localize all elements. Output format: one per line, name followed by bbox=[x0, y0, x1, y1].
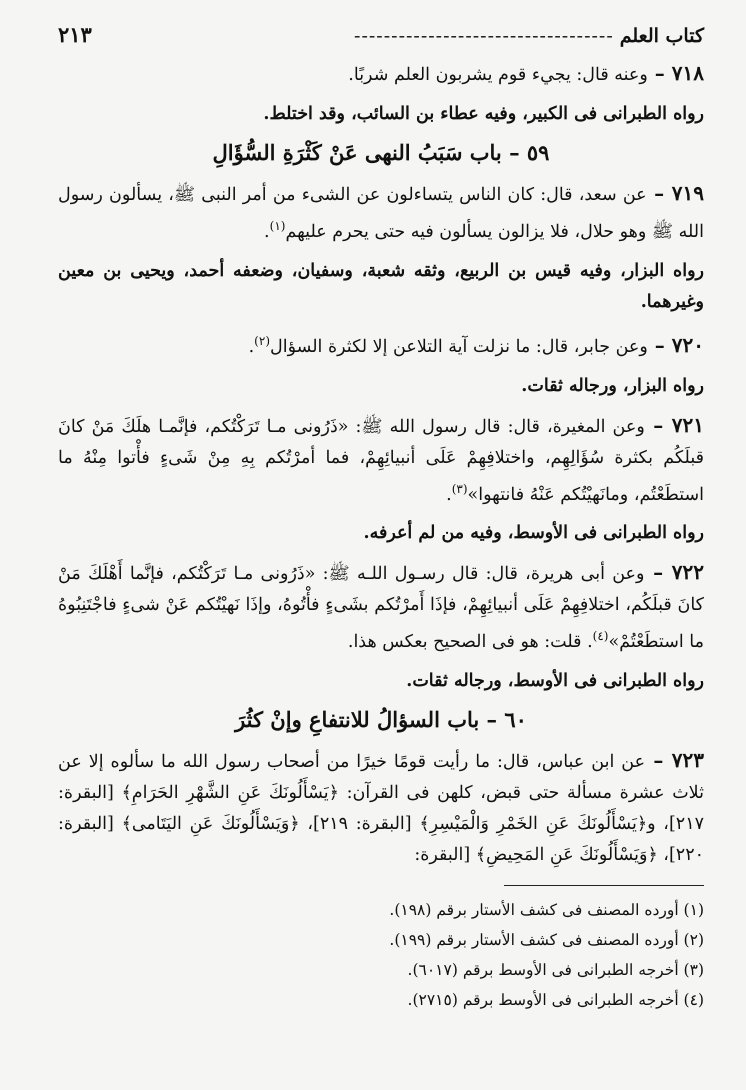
narration-note bbox=[58, 371, 704, 402]
hadith-number: ٧٢٣ – bbox=[645, 748, 704, 773]
hadith-paragraph bbox=[58, 178, 704, 248]
footnote-item: (٤) أخرجه الطبرانى فى الأوسط برقم (٢٧١٥). bbox=[407, 991, 704, 1010]
paragraph-text: عن ابن عباس، قال: ما رأيت قومًا خيرًا من أصحاب رسول الله ما سألوه إلا عن ثلاث عشرة مسألة حتى قبض، كلهن فى القرآن: ﴿يَسْأَلُونَكَ عَنِ الشَّهْرِ الحَرَامِ﴾ [البقرة: ٢١٧]، و﴿يَسْأَلُونَكَ عَنِ الخَمْرِ وَالْمَيْسِرِ﴾ [البقرة: ٢١٩]، ﴿وَيَسْأَلُونَكَ عَنِ اليَتَامى﴾ [البقرة: ٢٢٠]، ﴿وَيَسْأَلُونَكَ عَنِ المَحِيضِ﴾ [البقرة: bbox=[58, 752, 704, 866]
paragraph-text: وعن المغيرة، قال: قال رسول الله ﷺ: «ذَرُونى مـا تَرَكْتُكم، فإنَّمـا هلَكَ مَنْ كانَ قبلَكُم بكثرة سُؤَالِهِم، واختلافِهِمْ عَلَى أنبيائِهِمْ، فما أمرْتُكم بِهِ مِنْ شَىءٍ فأْتوا مِنْهُ ما استطَعْتُم، ومانَهيْتُكم عَنْهُ فانتهوا» bbox=[58, 416, 704, 505]
hadith-number: ٧١٩ – bbox=[646, 181, 704, 205]
main-text bbox=[58, 58, 704, 871]
paragraph-text: رواه الطبرانى فى الأوسط، وفيه من لم أعرفه. bbox=[363, 523, 704, 544]
paragraph-text: رواه الطبرانى فى الأوسط، ورجاله ثقات. bbox=[406, 671, 704, 692]
paragraph-text: رواه البزار، ورجاله ثقات. bbox=[521, 375, 704, 396]
chapter-title: كتاب العلم bbox=[619, 25, 704, 47]
hadith-number: ٧٢١ – bbox=[644, 412, 704, 437]
paragraph-tail: . قلت: هو فى الصحيح بعكس هذا. bbox=[347, 632, 593, 653]
footnote-reference[interactable]: (١) bbox=[269, 219, 286, 233]
footnotes bbox=[58, 896, 704, 1014]
footnote-item: (٢) أورده المصنف فى كشف الأستار برقم (١٩٩). bbox=[389, 931, 704, 950]
header-rule: ----------------------------------- bbox=[354, 25, 614, 47]
paragraph-tail: . bbox=[248, 336, 255, 357]
footnote-divider bbox=[504, 885, 704, 886]
footnote-item: (٣) أخرجه الطبرانى فى الأوسط برقم (٦٠١٧). bbox=[407, 961, 704, 980]
hadith-paragraph bbox=[58, 58, 704, 91]
paragraph-tail: . bbox=[446, 484, 452, 505]
footnote-item: (١) أورده المصنف فى كشف الأستار برقم (١٩٨). bbox=[389, 901, 704, 920]
narration-note bbox=[58, 256, 704, 318]
hadith-paragraph bbox=[58, 326, 704, 363]
hadith-paragraph bbox=[58, 745, 704, 871]
page-header bbox=[58, 22, 704, 52]
footnote-reference[interactable]: (٣) bbox=[451, 481, 468, 496]
narration-note bbox=[58, 518, 704, 549]
narration-note bbox=[58, 99, 704, 130]
section-heading: ٦٠ – باب السؤالُ للانتفاعِ وإنْ كثُرَ bbox=[235, 707, 527, 733]
footnote-reference[interactable]: (٤) bbox=[592, 629, 609, 644]
paragraph-text: وعنه قال: يجيء قوم يشربون العلم شربًا. bbox=[348, 65, 648, 85]
hadith-number: ٧٢٠ – bbox=[647, 332, 704, 357]
hadith-paragraph bbox=[58, 557, 704, 658]
section-heading: ٥٩ – باب سَبَبُ النهى عَنْ كَثْرَةِ السُّؤَالِ bbox=[212, 140, 550, 165]
hadith-number: ٧٢٢ – bbox=[644, 560, 704, 585]
paragraph-tail: . bbox=[264, 221, 270, 242]
hadith-paragraph bbox=[58, 410, 704, 511]
page-number: ٢١٣ bbox=[58, 22, 92, 47]
paragraph-text: وعن أبى هريرة، قال: قال رسـول اللـه ﷺ: «ذَرُونى مـا تَرَكْتُكم، فإنَّما أَهْلَكَ مَنْ كانَ قبلَكُم، اختلافِهِمْ عَلَى أنبيائِهِمْ، فإذَا أَمرْتُكم بشَىءٍ فأْتُوهُ، وإذَا نَهيْتُكم عَنْ شىءٍ فاجْتَنِبُوهُ ما استطَعْتُمْ» bbox=[58, 564, 704, 653]
paragraph-text: رواه البزار، وفيه قيس بن الربيع، وثقه شعبة، وسفيان، وضعفه أحمد، ويحيى بن معين وغيرهما. bbox=[58, 260, 704, 312]
hadith-number: ٧١٨ – bbox=[647, 61, 704, 85]
narration-note bbox=[58, 666, 704, 697]
paragraph-text: وعن جابر، قال: ما نزلت آية التلاعن إلا لكثرة السؤال bbox=[270, 336, 648, 357]
paragraph-text: رواه الطبرانى فى الكبير، وفيه عطاء بن السائب، وقد اختلط. bbox=[263, 104, 704, 124]
paragraph-text: عن سعد، قال: كان الناس يتساءلون عن الشىء من أمر النبى ﷺ، يسألون رسول الله ﷺ وهو حلال، فلا يزالون يسألون فيه حتى يحرم عليهم bbox=[58, 185, 704, 242]
footnote-reference[interactable]: (٢) bbox=[254, 333, 270, 348]
